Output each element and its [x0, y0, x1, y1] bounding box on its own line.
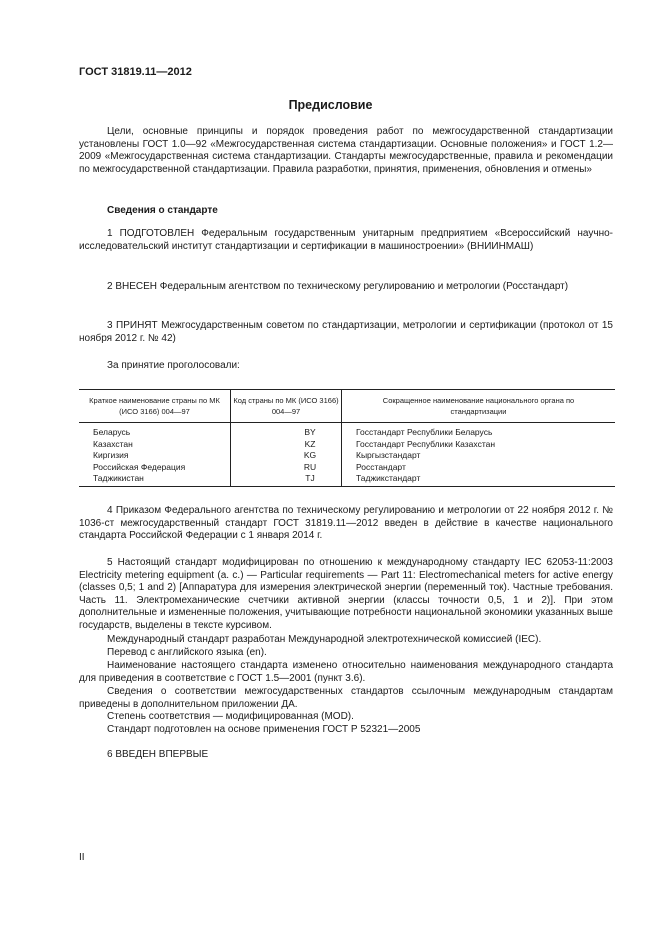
country-code: KG	[303, 450, 317, 461]
table-row	[79, 473, 615, 485]
item-2-introduced: 2 ВНЕСЕН Федеральным агентством по техническому регулированию и метрологии (Росстандарт)	[107, 281, 569, 292]
vote-intro: За принятие проголосовали:	[107, 360, 240, 371]
item-5-degree: Степень соответствия — модифицированная (MOD).	[107, 711, 354, 722]
header-standards-body: Сокращенное наименование национального органа по стандартизации	[382, 396, 575, 416]
intro-paragraph: Цели, основные принципы и порядок проведения работ по межгосударственной стандартизации установлены ГОСТ 1.0—92 «Межгосударственная система стандартизации. Основные положения» и ГОСТ 1.2—2009 «Межгосударственная система стандартизации. Стандарты межгосударственные, правила и рекомендации по межгосударственной стандартизации. Правила разработки, принятия, применения, обновления и отмены»	[79, 126, 613, 175]
standards-body: Госстандарт Республики Казахстан	[356, 438, 496, 449]
item-5-references: Сведения о соответствии межгосударственных стандартов ссылочным международным стандартам приведены в дополнительном приложении ДА.	[79, 686, 613, 710]
table-row	[79, 427, 615, 439]
country-name: Киргизия	[93, 450, 129, 461]
document-code: ГОСТ 31819.11—2012	[79, 66, 192, 78]
table-row	[79, 439, 615, 451]
table-row	[79, 462, 615, 474]
voting-table	[79, 389, 615, 487]
item-3-adopted: 3 ПРИНЯТ Межгосударственным советом по стандартизации, метрологии и сертификации (протокол от 15 ноября 2012 г. № 42)	[79, 320, 613, 344]
item-6-first-introduced: 6 ВВЕДЕН ВПЕРВЫЕ	[107, 749, 209, 760]
item-4-order: 4 Приказом Федерального агентства по техническому регулированию и метрологии от 22 ноября 2012 г. № 1036-ст межгосударственный стандарт ГОСТ 31819.11—2012 введен в действие в качестве национального стандарта Российской Федерации с 1 января 2014 г.	[79, 505, 613, 542]
country-code: RU	[303, 461, 317, 472]
item-1-prepared: 1 ПОДГОТОВЛЕН Федеральным государственным унитарным предприятием «Всероссийский научно-исследовательский институт стандартизации и сертификации в машиностроении» (ВНИИНМАШ)	[79, 228, 613, 252]
header-country-code: Код страны по МК (ИСО 3166) 004—97	[233, 396, 339, 416]
table-header	[79, 390, 615, 423]
country-name: Российская Федерация	[93, 461, 186, 472]
standards-body: Таджикстандарт	[356, 473, 421, 484]
item-5-translation: Перевод с английского языка (en).	[107, 647, 267, 658]
country-name: Беларусь	[93, 427, 131, 437]
table-body	[79, 427, 615, 485]
country-code: BY	[304, 427, 316, 437]
page-number: II	[79, 852, 85, 863]
country-name: Казахстан	[93, 438, 133, 449]
item-5-modified: 5 Настоящий стандарт модифицирован по отношению к международному стандарту IEC 62053-11:2003 Electricity metering equipment (a. c.) — Particular requirements — Part 11: Electromechanical meters for active energy (classes 0,5; 1 and 2) [Аппаратура для измерения электрической энергии (переменный ток). Частные требования. Часть 11. Электромеханические счетчики активной энергии (классы точности 0,5, 1 и 2)]. При этом дополнительные и измененные положения, учитывающие потребности национальной экономики указанных выше государств, выделены в тексте курсивом.	[79, 557, 613, 631]
country-code: TJ	[305, 473, 315, 484]
section-heading: Сведения о стандарте	[107, 205, 218, 216]
standards-body: Кыргызстандарт	[356, 450, 421, 461]
standards-body: Госстандарт Республики Беларусь	[356, 427, 493, 437]
country-code: KZ	[304, 438, 316, 449]
item-5-name-change: Наименование настоящего стандарта изменено относительно наименования международного стандарта для приведения в соответствие с ГОСТ 1.5—2001 (пункт 3.6).	[79, 660, 613, 684]
table-row	[79, 450, 615, 462]
header-country-name: Краткое наименование страны по МК (ИСО 3166) 004—97	[89, 396, 220, 416]
country-name: Таджикистан	[93, 473, 144, 484]
standards-body: Росстандарт	[356, 461, 406, 472]
item-5-basis: Стандарт подготовлен на основе применения ГОСТ Р 52321—2005	[107, 724, 421, 735]
item-5-developed-by: Международный стандарт разработан Международной электротехнической комиссией (IEC).	[107, 634, 542, 645]
page-title: Предисловие	[288, 98, 373, 112]
